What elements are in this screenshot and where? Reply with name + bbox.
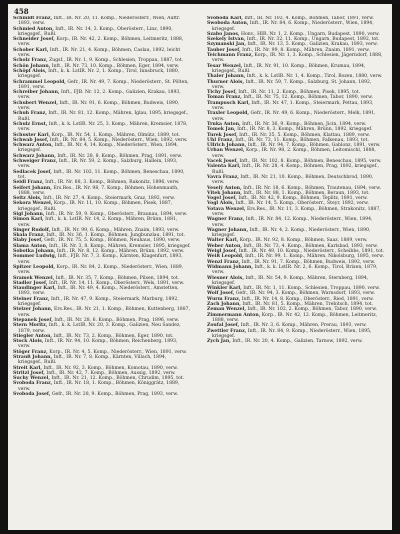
entry-details: Inft., IR. Nr. 36, 1. Komp., Böhmen, Jungbunzlau, 1891, tot. xyxy=(46,233,185,239)
entry-details: Inft., IR. Nr. 88, 1. Komp., Böhmen, Beraun, 1893, tot. xyxy=(243,190,370,196)
entry-details: Inft., IR. Nr. 84, 5. Komp., Niederösterr., Wien, 1892, verw. xyxy=(49,137,188,143)
list-entry xyxy=(13,323,191,334)
entry-details: Inft., IR. Nr. 99, 6. Komp., Mähren, Znaim, 1893, verw. xyxy=(51,227,180,233)
list-entry xyxy=(207,148,385,159)
list-entry xyxy=(13,307,191,318)
entry-name: Seitz Alois, xyxy=(13,196,42,202)
entry-details: Inft., IR. Nr. 91, 7. Komp., Böhmen, Budweis, 1892, verw. xyxy=(241,259,376,265)
entry-details: Inft., IR. Nr. 47, 9. Komp., Steiermark, Marburg, 1892, kriegsgef. xyxy=(18,296,179,308)
entry-name: Teichmann Franz, xyxy=(207,53,253,59)
entry-name: Simon Karl, xyxy=(13,217,44,223)
entry-name: Zach Johann, xyxy=(207,302,241,308)
list-entry xyxy=(13,101,191,112)
entry-details: Inft., IR. Nr. 81, 12. Komp., Mähren, Iglau, 1895, kriegsgef., Rußl. xyxy=(18,111,189,122)
entry-details: Inft., IR. Nr. 88, 3. Komp., Böhmen, Rakonitz, 1896, verw. xyxy=(45,180,180,186)
list-entry xyxy=(207,265,385,276)
entry-name: Wiesner Alois, xyxy=(207,275,244,281)
list-entry xyxy=(13,48,191,59)
entry-details: Inft., k. k. LstIR. Nr. 2, 6. Komp., Tirol, Brixen, 1879, verw. xyxy=(212,264,378,276)
entry-details: Inft., IR. Nr. 21, 4. Komp., Böhmen, Caslau, 1892, leicht verw. xyxy=(18,47,181,59)
entry-name: Zimmermann Anton, xyxy=(207,312,261,318)
list-entry xyxy=(13,381,191,392)
entry-name: Zych Jan, xyxy=(207,339,231,345)
entry-name: Vavra Franz, xyxy=(207,174,239,180)
entry-details: Gefr., IR. Nr. 49, 7. Komp., Niederösterr., St. Pölten, 1891, verw. xyxy=(18,79,189,90)
entry-details: Inft., IR. Nr. 28, 8. Komp., Böhmen, Prag, 1891, verw. xyxy=(57,153,183,159)
entry-name: Schwarz Johann, xyxy=(13,153,56,159)
entry-details: Inft., IR. Nr. 13, 5. Komp., Galizien, Krakau, 1893, verw. xyxy=(247,42,378,48)
list-entry xyxy=(13,217,191,228)
entry-details: Inft., IR. Nr. 99, 1. Komp., Mähren, Nikolsburg, 1895, verw. xyxy=(245,254,384,260)
entry-name: Schrammel Leopold, xyxy=(13,79,66,85)
entry-details: Inft., IR. Nr. 18, 1. Komp., Böhmen, Königgrätz, 1889, verw. xyxy=(18,381,180,392)
entry-details: Inft., k. k. LstIR. Nr. 20, 3. Komp., Galizien, Neu Sandez, 1879, verw. xyxy=(18,323,181,334)
entry-details: Gefr., IR. Nr. 49, 6. Komp., Niederösterr., Melk, 1891, verw. xyxy=(212,111,376,122)
list-entry xyxy=(13,159,191,170)
list-entry xyxy=(13,16,191,27)
entry-details: Inft., IR. Nr. 84, 9. Komp., Niederösterr., Wien, 1895, kriegsgef. xyxy=(212,328,372,339)
entry-name: Stritzl Josef, xyxy=(13,370,45,376)
entry-name: Skala Franz, xyxy=(13,233,45,239)
entry-details: Inft., IR. Nr. 54, 9. Komp., Mähren, Sternberg, 1894, kriegsgef. xyxy=(212,275,369,286)
entry-details: Inft., IR. Nr. 102, 8. Komp., Böhmen, Beneschau, 1895, verw. xyxy=(239,159,382,165)
entry-details: Inft., IR. Nr. 73, 2. Komp., Böhmen, Eger, 1890, tot. xyxy=(53,333,174,339)
entry-details: Inft., IR. Nr. 99, 8. Komp., Mähren, Znaim, 1891, verw. xyxy=(242,47,370,53)
list-entry xyxy=(13,27,191,38)
entry-details: Inft., IR. Nr. 35, 7. Komp., Böhmen, Pilsen, 1894, tot. xyxy=(55,275,180,281)
entry-name: Wenzl Franz, xyxy=(207,259,241,265)
entry-name: Ullrich Johann, xyxy=(207,143,247,149)
entry-details: Inft., IR. Nr. 14, 11. Komp., Oberösterr., Wels, 1891, verw. xyxy=(49,280,185,286)
list-entry xyxy=(13,111,191,122)
entry-details: Inft., IR. Nr. 14, 3. Komp., Oberösterr., Linz, 1890, kriegsgef., Rußl. xyxy=(18,26,173,37)
entry-name: Slama Anton, xyxy=(13,243,48,249)
entry-name: Seidl Franz, xyxy=(13,180,44,186)
list-entry xyxy=(207,228,385,239)
entry-name: Wolf Josef, xyxy=(207,291,235,297)
list-entry xyxy=(207,276,385,287)
entry-name: Schubert Wenzel, xyxy=(13,100,58,106)
entry-name: Tomek Jan, xyxy=(207,127,236,133)
entry-name: Sramek Wenzel, xyxy=(13,275,55,281)
entry-name: Svoboda Franz, xyxy=(13,381,53,387)
entry-details: Inft., FJB. Nr. 7, 3. Komp., Kärnten, Klagenfurt, 1893, verw. xyxy=(18,254,183,265)
entry-details: Gefr., IR. Nr. 94, 3. Komp., Böhmen, Warnsdorf, 1893, verw. xyxy=(235,291,376,297)
list-entry xyxy=(13,143,191,154)
list-entry xyxy=(207,329,385,340)
entry-name: Winkler Karl, xyxy=(207,286,242,292)
list-entry xyxy=(13,170,191,181)
entry-details: Inft., IR. Nr. 91, 6. Komp., Böhmen, Budweis, 1890, verw. xyxy=(18,100,180,112)
entry-details: Korp., IR. Nr. 1, 3. Komp., Schlesien, Jägerndorf, 1888, verw. xyxy=(212,53,383,64)
entry-name: Stock Alois, xyxy=(13,339,44,345)
entry-name: Toman Franz, xyxy=(207,95,242,101)
entry-details: Inft., IR. Nr. 36, 9. Komp., Böhmen, Jicin, 1894, verw. xyxy=(242,121,367,127)
entry-details: Inft., k. k. LstIR. Nr. 14, 2. Komp., Mähren, Brünn, 1881, verw. xyxy=(18,217,178,228)
entry-name: Wagner Johann, xyxy=(207,227,249,233)
entry-name: Traxler Leopold, xyxy=(207,111,249,117)
list-entry xyxy=(207,164,385,175)
entry-details: Ers.Res., IR. Nr. 98, 7. Komp., Böhmen, Hohenmauth, 1888, verw. xyxy=(18,185,179,196)
entry-details: Inft., IR. Nr. 21, 12. Komp., Böhmen, Chrudim, 1895, tot. xyxy=(51,376,185,382)
entry-name: Veselý Anton, xyxy=(207,185,242,191)
entry-name: Votava Wenzel, xyxy=(207,206,246,212)
list-entry xyxy=(13,254,191,265)
entry-details: Ers.Res., IR. Nr. 11, 3. Komp., Böhmen, Strakonitz, 1887, verw. xyxy=(212,206,381,217)
entry-name: Stelzer Johann, xyxy=(13,307,53,313)
entry-name: Stepanek Josef, xyxy=(13,317,53,323)
entry-details: Inft., IR. Nr. 73, 11. Komp., Böhmen, Falkenau, 1893, tot. xyxy=(235,137,369,143)
entry-name: Zoufal Josef, xyxy=(207,323,240,329)
entry-details: Inft., IR. Nr. 47, 1. Komp., Steiermark, Pettau, 1893, verw. xyxy=(212,100,374,112)
list-entry xyxy=(13,339,191,350)
entry-details: Inft., IR. Nr. 84, 12. Komp., Niederösterr., Wien, 1894, verw. xyxy=(212,217,373,228)
entry-name: Suchy Wenzel, xyxy=(13,376,50,382)
entry-details: Inft., IR. Nr. 8, 12. Komp., Mähren, Brünn, 1892, verw. xyxy=(56,249,185,255)
list-entry xyxy=(13,37,191,48)
list-entry xyxy=(13,265,191,276)
page-number: 458 xyxy=(14,7,29,16)
entry-name: Schön Johann, xyxy=(13,63,51,69)
entry-details: Inft., IR. Nr. 18, 6. Komp., Böhmen, Trautenau, 1894, verw. xyxy=(243,185,382,191)
entry-name: Weber Anton, xyxy=(207,243,242,249)
list-entry xyxy=(207,111,385,122)
entry-details: Inft., IR. Nr. 102, 2. Komp., Böhmen, Tabor, 1890, verw. xyxy=(247,307,378,313)
entry-details: Inft., IR. Nr. 91, 10. Komp., Böhmen, Krumau, 1894, kriegsgef., Rußl. xyxy=(212,63,366,74)
list-entry xyxy=(13,186,191,197)
entry-name: Steiner Franz, xyxy=(13,296,50,302)
entry-details: Inft., IR. Nr. 81, 5. Komp., Mähren, Trebitsch, 1894, tot. xyxy=(242,302,374,308)
entry-name: Staudinger Karl, xyxy=(13,286,56,292)
entry-name: Sekora Wenzel, xyxy=(13,201,53,207)
entry-details: Gefr., IR. Nr. 28, 9. Komp., Böhmen, Prag, 1893, verw. xyxy=(51,392,179,398)
entry-details: Korp., IR. Nr. 84, 2. Komp., Niederösterr., Wien, 1889, verw. xyxy=(18,264,184,276)
entry-details: Inft., k. k. LstIR. Nr. 25, 3. Komp., Mähren, Kremsier, 1878, verw. xyxy=(18,121,188,133)
entry-name: Zwettler Franz, xyxy=(207,328,247,334)
entry-name: Stiegler Anton, xyxy=(13,333,53,339)
entry-details: Inft., IR. Nr. 35, 5. Komp., Böhmen, Klattau, 1889, verw. xyxy=(239,132,371,138)
entry-name: Vogel Josef, xyxy=(207,196,237,202)
entry-name: Trnka Anton, xyxy=(207,121,241,127)
right-column xyxy=(207,16,385,526)
entry-details: Inft., IR. Nr. 14, 5. Komp., Oberösterr., Steyr, 1892, verw. xyxy=(235,201,369,207)
entry-name: Scholz Franz, xyxy=(13,58,48,64)
entry-details: Korp., IR. Nr. 98, 2. Komp., Böhmen, Leitomischl, 1888, verw. xyxy=(212,148,376,159)
entry-name: Thaler Johann, xyxy=(207,74,246,80)
entry-name: Sedlacek Josef, xyxy=(13,169,52,175)
entry-name: Widmann Johann, xyxy=(207,264,253,270)
entry-details: Inft., IR. Nr. 11, 2. Komp., Böhmen, Pisek, 1895, tot. xyxy=(238,90,361,96)
entry-name: Stern Moritz, xyxy=(13,323,48,329)
entry-name: Streit Karl, xyxy=(13,365,42,371)
list-entry xyxy=(207,313,385,324)
left-column xyxy=(13,16,191,526)
list-entry xyxy=(207,64,385,75)
entry-details: Zugsf., IR. Nr. 1, 9. Komp., Schlesien, Troppau, 1887, tot. xyxy=(49,58,184,64)
entry-name: Tesar Wenzel, xyxy=(207,63,243,69)
entry-name: Valenta Karl, xyxy=(207,164,241,170)
entry-name: Thurner Alois, xyxy=(207,79,245,85)
entry-name: Schöpf Alois, xyxy=(13,68,47,74)
entry-details: Inft., IR. Nr. 73, 4. Komp., Böhmen, Karlsbad, 1893, verw. xyxy=(243,243,378,249)
entry-details: Inft., IR. Nr. 32, 11. Komp., Ungarn, Budapest, 1892, tot. xyxy=(246,37,380,43)
list-entry xyxy=(207,80,385,91)
list-entry xyxy=(13,392,191,397)
entry-name: Sobotka Johann, xyxy=(13,249,56,255)
entry-name: Schwab Josef, xyxy=(13,137,49,143)
entry-details: Inft., FJB. Nr. 12, 2. Komp., Galizien, Krakau, 1893, verw. xyxy=(18,90,181,101)
list-entry xyxy=(207,175,385,186)
entry-details: Inft., IR. Nr. 92, 3. Komp., Böhmen, Komotau, 1890, verw. xyxy=(43,365,179,371)
entry-details: Inft., IR. Nr. 4, 14. Komp., Niederösterr., Wien, 1894, kriegsgef. xyxy=(18,143,179,154)
entry-details: Korp., IR. Nr. 11, 10. Komp., Böhmen, Pisek, 1887, kriegsgef., Rußl. xyxy=(18,201,173,212)
entry-details: Inft., k. k. LstIR. Nr. 1, 4. Komp., Tirol, Bozen, 1880, verw. xyxy=(246,74,383,80)
entry-name: Zeman Wenzel, xyxy=(207,307,246,313)
list-entry xyxy=(207,217,385,228)
entry-name: Tauber Josef, xyxy=(207,47,241,53)
entry-details: Honv., HIR. Nr. 1, 2. Komp., Ungarn, Budapest, 1890, verw. xyxy=(241,31,380,37)
entry-details: Inft., IR. Nr. 21, 10. Komp., Böhmen, Deutschbrod, 1890, verw. xyxy=(212,174,374,186)
list-entry xyxy=(13,90,191,101)
entry-name: Seifert Johann, xyxy=(13,185,52,191)
entry-name: Turek Josef, xyxy=(207,132,238,138)
entry-name: Schneider Josef, xyxy=(13,37,55,43)
entry-name: Svoboda Karl, xyxy=(207,16,243,21)
entry-name: Schuster Karl, xyxy=(13,132,51,138)
entry-name: Uhl Franz, xyxy=(207,137,234,143)
entry-details: Korp., IR. Nr. 42, 2. Komp., Böhmen, Leitmeritz, 1888, verw. xyxy=(18,37,184,48)
document-page xyxy=(8,4,392,530)
entry-details: Gefr., IR. Nr. 75, 5. Komp., Böhmen, Neuhaus, 1890, verw. xyxy=(44,238,181,244)
entry-name: Schmied Anton, xyxy=(13,26,54,32)
entry-name: Tichy Josef, xyxy=(207,90,237,96)
entry-details: Inft., IR. Nr. 3, 8. Komp., Mähren, Kremsier, 1895, kriegsgef. xyxy=(48,243,191,249)
entry-name: Walter Karl, xyxy=(207,238,239,244)
entry-name: Szymanski Jan, xyxy=(207,42,246,48)
list-entry xyxy=(13,201,191,212)
entry-name: Weiß Leopold, xyxy=(207,254,244,260)
entry-name: Szekely Istvan, xyxy=(207,37,246,43)
entry-name: Spitzer Leopold, xyxy=(13,264,55,270)
entry-name: Urban Wenzel, xyxy=(207,148,245,154)
entry-name: Slaby Josef, xyxy=(13,238,43,244)
entry-name: Wagner Franz, xyxy=(207,217,245,223)
entry-name: Schreiber Johann, xyxy=(13,90,60,96)
entry-name: Schulz Ernst, xyxy=(13,121,48,127)
entry-details: Inft., IR. Nr. 94, 7. Komp., Böhmen, Gablonz, 1891, verw. xyxy=(247,143,381,149)
entry-name: Szabo Janos, xyxy=(207,31,240,37)
entry-details: Inft., IR. Nr. 59, 2. Komp., Salzburg, Hallein, 1893, verw. xyxy=(18,159,178,170)
list-entry xyxy=(13,355,191,366)
entry-details: Inft., IR. Nr. 4, 2. Komp., Niederösterr., Wien, 1890, kriegsgef. xyxy=(212,227,371,239)
entry-name: Wurm Franz, xyxy=(207,296,241,302)
entry-details: Korp., IR. Nr. 54, 1. Komp., Mähren, Olmütz, 1889, tot. xyxy=(51,132,180,138)
entry-name: Strauß Johann, xyxy=(13,355,53,360)
entry-name: Schmidt Franz, xyxy=(13,16,53,21)
list-entry xyxy=(13,122,191,133)
entry-name: Svoboda Josef, xyxy=(13,392,51,398)
entry-details: Inft., IR. Nr. 20, 11. Komp., Niederösterr., Wien, Auftr. 1893, verw. xyxy=(18,16,181,27)
list-entry xyxy=(207,339,385,344)
entry-name: Schuh Franz, xyxy=(13,111,47,117)
list-entry xyxy=(13,297,191,308)
entry-details: Korp., IR. Nr. 4, 5. Komp., Niederösterr., Wien, 1891, verw. xyxy=(49,349,187,355)
entry-name: Vogl Alois, xyxy=(207,201,235,207)
entry-name: Schober Karl, xyxy=(13,47,49,53)
list-entry xyxy=(13,69,191,80)
entry-details: Inft., IR. Nr. 3, 6. Komp., Mähren, Prerau, 1893, verw. xyxy=(240,323,367,329)
entry-details: Inft., IR. Nr. 28, 6. Komp., Böhmen, Prag, 1896, verw. xyxy=(54,317,180,323)
entry-details: Inft., IR. Nr. 102, 11. Komp., Böhmen, Beneschau, 1890, tot. xyxy=(18,169,185,180)
entry-details: Inft., IR. Nr. 28, 4. Komp., Böhmen, Prag, 1892, kriegsgef., Rußl. xyxy=(212,164,380,175)
list-entry xyxy=(207,53,385,64)
list-entry xyxy=(207,207,385,218)
entry-name: Schwarz Anton, xyxy=(13,143,54,149)
entry-name: Trampusch Karl, xyxy=(207,100,250,106)
entry-details: Inft., IR. Nr. 27, 4. Komp., Steiermark, Graz, 1892, verw. xyxy=(43,196,175,202)
entry-name: Stadler Josef, xyxy=(13,280,48,286)
entry-name: Sommer Ludwig, xyxy=(13,254,57,260)
entry-name: Swoboda Anton, xyxy=(207,21,249,27)
entry-details: Inft., IR. Nr. 20, 4. Komp., Galizien, Tarnow, 1892, verw. xyxy=(232,339,363,345)
entry-details: Ers.Res., IR. Nr. 21, 1. Komp., Böhmen, Kuttenberg, 1887, verw. xyxy=(18,307,191,318)
entry-details: Inft., IR. Nr. 75, 12. Komp., Böhmen, Tabor, 1890, verw. xyxy=(243,95,373,101)
list-entry xyxy=(207,101,385,112)
entry-details: Inft., IR. Nr. 14, 8. Komp., Oberösterr., Ried, 1891, verw. xyxy=(241,296,374,302)
list-entry xyxy=(13,286,191,297)
entry-details: Inft., IR. Nr. 73, 10. Komp., Böhmen, Eger, 1894, verw. xyxy=(51,63,180,69)
list-entry xyxy=(13,80,191,91)
entry-details: Inft., IR. Nr. 1, 11. Komp., Schlesien, Troppau, 1890, verw. xyxy=(243,286,380,292)
entry-details: Inft., IR. Nr. 8, 3. Komp., Mähren, Brünn, 1892, kriegsgef. xyxy=(237,127,373,133)
entry-name: Vacek Josef, xyxy=(207,159,238,165)
entry-name: Stöger Franz, xyxy=(13,349,48,355)
list-entry xyxy=(207,21,385,32)
entry-details: Inft., IR. Nr. 102, 4. Komp., Böhmen, Tabor, 1891, verw. xyxy=(244,16,374,21)
entry-details: Korp., IR. Nr. 92, 8. Komp., Böhmen, Saaz, 1889, verw. xyxy=(239,238,368,244)
entry-details: Inft., IR. Nr. 94, 10. Komp., Böhmen, Reichenberg, 1893, verw. xyxy=(18,339,178,350)
entry-name: Vitek Johann, xyxy=(207,190,242,196)
entry-details: Inft., k. k. LstIR. Nr. 2, 1. Komp., Tirol, Innsbruck, 1880, kriegsgef. xyxy=(18,68,180,80)
entry-name: Schweiger Franz, xyxy=(13,159,58,165)
entry-details: Inft., IR. Nr. 7, 8. Komp., Kärnten, Villach, 1894, kriegsgef., Rußl. xyxy=(18,355,167,366)
entry-details: Inft., IR. Nr. 59, 7. Komp., Salzburg, St. Johann, 1892, verw. xyxy=(212,79,372,90)
entry-details: Inft., IR. Nr. 84, 6. Komp., Niederösterr., Wien, 1894, kriegsgef. xyxy=(212,21,374,32)
entry-details: Inft., IR. Nr. 49, 4. Komp., Niederösterr., Amstetten, 1893, verw. xyxy=(18,286,179,297)
entry-details: Inft., IR. Nr. 49, 10. Komp., Niederösterr., Scheibbs, 1891, tot. xyxy=(238,249,385,255)
entry-name: Sigl Johann, xyxy=(13,211,45,217)
entry-details: Inft., IR. Nr. 42, 9. Komp., Böhmen, Teplitz, 1891, verw. xyxy=(238,196,368,202)
entry-details: Inft., IR. Nr. 59, 9. Komp., Oberösterr., Braunau, 1894, verw. xyxy=(45,211,188,217)
entry-details: Korp., IR. Nr. 42, 12. Komp., Böhmen, Leitmeritz, 1888, verw. xyxy=(212,312,378,323)
entry-name: Singer Rudolf, xyxy=(13,227,51,233)
entry-name: Weigl Josef, xyxy=(207,249,238,255)
entry-details: Inft., IR. Nr. 42, 7. Komp., Böhmen, Aussig, 1892, verw. xyxy=(46,370,176,376)
